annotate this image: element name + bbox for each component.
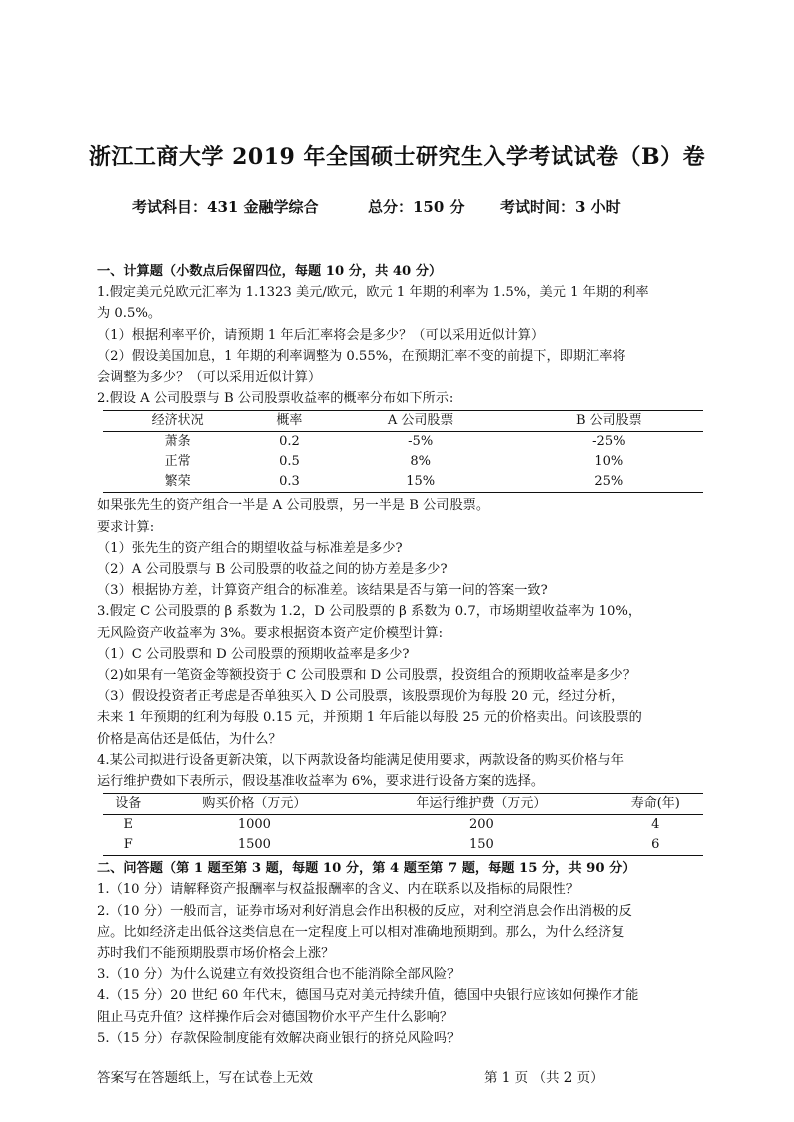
essay-q1: 1.（10 分）请解释资产报酬率与权益报酬率的含义、内在联系以及指标的局限性？ <box>97 882 579 898</box>
exam-total-score: 总分：150 分 <box>368 198 465 216</box>
q3-stem-cont: 无风险资产收益率为 3%。要求根据资本资产定价模型计算: <box>97 625 444 641</box>
table-cell: 4 <box>651 817 660 833</box>
table-cell: 200 <box>469 817 494 833</box>
table-row <box>103 452 703 472</box>
return-distribution-table <box>103 410 703 493</box>
table-cell: 15% <box>327 472 515 493</box>
table-cell: -5% <box>408 434 434 450</box>
table-header-cell: 购买价格（万元） <box>153 794 355 815</box>
equipment-table <box>103 793 703 856</box>
table-cell: 6 <box>608 835 703 856</box>
table-row <box>103 472 703 493</box>
table-cell: E <box>123 817 133 833</box>
q1-stem: 1.假定美元兑欧元汇率为 1.1323 美元/欧元，欧元 1 年期的利率为 1.5%，美元 1 年期的利率 <box>97 285 649 301</box>
essay-q3: 3.（10 分）为什么说建立有效投资组合也不能消除全部风险？ <box>97 967 461 983</box>
footer-page-number: 第 1 页 （共 2 页） <box>484 1070 604 1086</box>
table-cell: 1000 <box>237 817 271 833</box>
q1-stem-cont: 为 0.5%。 <box>97 306 162 322</box>
table-cell: -25% <box>592 434 626 450</box>
essay-q4-cont: 阻止马克升值？这样操作后会对德国物价水平产生什么影响？ <box>97 1009 454 1025</box>
table-header-cell: A 公司股票 <box>327 411 515 432</box>
exam-duration: 考试时间：3 小时 <box>500 198 621 216</box>
table-cell: F <box>103 835 153 856</box>
table-row <box>103 815 703 836</box>
footer-instruction: 答案写在答题纸上，写在试卷上无效 <box>97 1070 313 1086</box>
essay-q2-cont: 应。比如经济走出低谷这类信息在一定程度上可以相对准确地预期到。那么，为什么经济复 <box>97 924 625 940</box>
q2-stem: 2.假设 A 公司股票与 B 公司股票收益率的概率分布如下所示: <box>97 391 454 407</box>
table-header-row <box>103 794 703 815</box>
q4-stem-cont: 运行维护费如下表所示，假设基准收益率为 6%，要求进行设备方案的选择。 <box>97 774 545 790</box>
q2-part2: （2）A 公司股票与 B 公司股票的收益之间的协方差是多少? <box>97 562 448 578</box>
table-header-cell: 设备 <box>103 794 153 815</box>
table-header-cell: 年运行维护费（万元） <box>355 794 607 815</box>
table-cell: 0.3 <box>252 472 327 493</box>
q2-part1: （1）张先生的资产组合的期望收益与标准差是多少? <box>97 540 403 556</box>
table-row <box>103 835 703 856</box>
table-header-cell: 寿命(年) <box>608 794 703 815</box>
essay-q5: 5.（15 分）存款保险制度能有效解决商业银行的挤兑风险吗？ <box>97 1030 461 1046</box>
table-cell: 0.2 <box>279 434 300 450</box>
table-cell: 正常 <box>164 454 191 470</box>
q3-part3-cont: 未来 1 年预期的红利为每股 0.15 元，并预期 1 年后能以每股 25 元的价格卖出。问该股票的 <box>97 710 642 726</box>
q3-part3-cont: 价格是高估还是低估，为什么？ <box>97 731 282 747</box>
q2-requirement: 要求计算: <box>97 519 155 535</box>
table-cell: 150 <box>355 835 607 856</box>
q3-part2: （2)如果有一笔资金等额投资于 C 公司股票和 D 公司股票，投资组合的预期收益率是多少？ <box>97 668 636 684</box>
essay-q2: 2.（10 分）一般而言，证券市场对利好消息会作出积极的反应，对利空消息会作出消极的反 <box>97 903 632 919</box>
table-row <box>103 432 703 453</box>
q4-stem: 4.某公司拟进行设备更新决策，以下两款设备均能满足使用要求，两款设备的购买价格与年 <box>97 752 624 768</box>
q3-part3: （3）假设投资者正考虑是否单独买入 D 公司股票，该股票现价为每股 20 元，经过分析， <box>97 689 625 705</box>
table-cell: 8% <box>410 454 431 470</box>
table-header-cell: B 公司股票 <box>515 411 703 432</box>
q3-stem: 3.假定 C 公司股票的 β 系数为 1.2，D 公司股票的 β 系数为 0.7，市场期望收益率为 10%， <box>97 604 642 620</box>
q2-part3: （3）根据协方差，计算资产组合的标准差。该结果是否与第一问的答案一致? <box>97 583 548 599</box>
table-cell: 繁荣 <box>103 472 252 493</box>
q1-part2: （2）假设美国加息，1 年期的利率调整为 0.55%，在预期汇率不变的前提下，即期汇率将 <box>97 348 626 364</box>
table-header-cell: 概率 <box>252 411 327 432</box>
table-cell: 0.5 <box>279 454 300 470</box>
table-cell: 10% <box>594 454 624 470</box>
exam-subject: 考试科目：431 金融学综合 <box>132 198 319 216</box>
table-cell: 1500 <box>153 835 355 856</box>
table-header-row <box>103 411 703 432</box>
q3-part1: （1）C 公司股票和 D 公司股票的预期收益率是多少? <box>97 646 410 662</box>
exam-title: 浙江工商大学 2019 年全国硕士研究生入学考试试卷（B）卷 <box>88 144 706 170</box>
q2-portfolio-note: 如果张先生的资产组合一半是 A 公司股票，另一半是 B 公司股票。 <box>97 498 490 514</box>
q1-part2-cont: 会调整为多少？（可以采用近似计算） <box>97 370 322 386</box>
essay-q2-cont: 苏时我们不能预期股票市场价格会上涨？ <box>97 946 335 962</box>
table-cell: 25% <box>515 472 703 493</box>
section-heading-essay: 二、问答题（第 1 题至第 3 题，每题 10 分，第 4 题至第 7 题，每题 15 分，共 90 分） <box>97 861 636 877</box>
essay-q4: 4.（15 分）20 世纪 60 年代末，德国马克对美元持续升值，德国中央银行应该如何操作才能 <box>97 988 639 1004</box>
q1-part1: （1）根据利率平价，请预期 1 年后汇率将会是多少？（可以采用近似计算） <box>97 327 545 343</box>
table-cell: 萧条 <box>164 434 191 450</box>
exam-content <box>97 261 707 1049</box>
table-header-cell: 经济状况 <box>103 411 252 432</box>
section-heading-calculation: 一、计算题（小数点后保留四位，每题 10 分，共 40 分） <box>97 264 443 279</box>
